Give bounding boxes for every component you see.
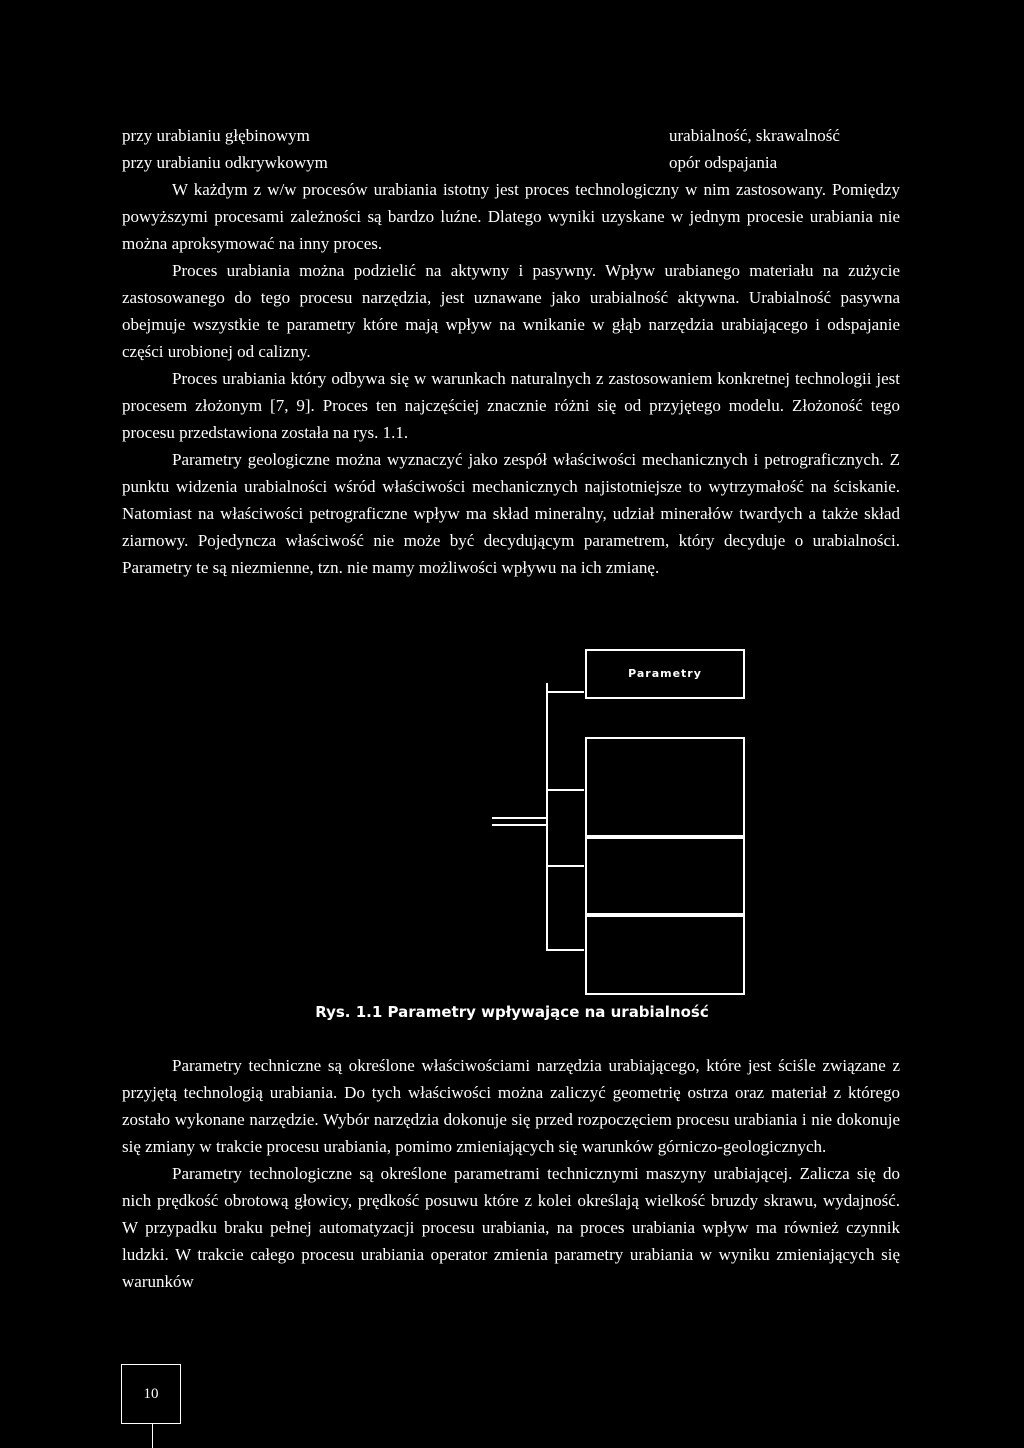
parameters-diagram <box>480 645 770 1005</box>
paragraph: Parametry geologiczne można wyznaczyć jako zespół właściwości mechanicznych i petrograficznych. Z punktu widzenia urabialności wśród właściwości mechanicznych najistotniejsze to wytrzymałość na ściskanie. Natomiast na właściwości petrograficzne wpływ ma skład mineralny, udział minerałów twardych a także skład ziarnowy. Pojedyncza właściwość nie może być decydującym parametrem, który decyduje o urabialności. Parametry te są niezmienne, tzn. nie mamy możliwości wpływu na ich zmianę. <box>122 450 900 577</box>
diagram-title-box <box>585 649 745 699</box>
figure-caption: Rys. 1.1 Parametry wpływające na urabialność <box>315 1003 709 1021</box>
diagram-connector <box>546 691 584 693</box>
definition-desc: opór odspajania <box>669 153 778 172</box>
body-text-bottom <box>122 1052 900 1295</box>
diagram-box <box>585 837 745 915</box>
body-text-top <box>122 176 900 581</box>
diagram-box <box>585 737 745 837</box>
diagram-connector <box>492 817 546 819</box>
diagram-box <box>585 915 745 995</box>
paragraph: W każdym z w/w procesów urabiania istotny jest proces technologiczny w nim zastosowany. Pomiędzy powyższymi procesami zależności są bardzo luźne. Dlatego wyniki uzyskane w jednym procesie urabiania nie można aproksymować na inny proces. <box>122 180 900 253</box>
diagram-connector <box>492 824 546 826</box>
paragraph: Parametry techniczne są określone właściwościami narzędzia urabiającego, które jest ściśle związane z przyjętą technologią urabiania. Do tych właściwości można zaliczyć geometrię ostrza oraz materiał z którego zostało wykonane narzędzie. Wybór narzędzia dokonuje się przed rozpoczęciem procesu urabiania i nie dokonuje się zmiany w trakcie procesu urabiania, pomimo zmieniających się warunków górniczo-geologicznych. <box>122 1056 900 1156</box>
page-number: 10 <box>143 1385 159 1402</box>
paragraph: Parametry technologiczne są określone parametrami technicznymi maszyny urabiającej. Zalicza się do nich prędkość obrotową głowicy, prędkość posuwu które z kolei określają wielkość bruzdy skrawu, wydajność. W przypadku braku pełnej automatyzacji procesu urabiania, na proces urabiania wpływ ma również czynnik ludzki. W trakcie całego procesu urabiania operator zmienia parametry urabiania w wyniku zmieniających się warunków <box>122 1164 900 1291</box>
diagram-connector <box>546 949 584 951</box>
diagram-connector <box>546 865 584 867</box>
page-number-box <box>121 1364 181 1424</box>
diagram-title-label: Parametry <box>628 667 702 680</box>
definition-term: przy urabianiu odkrywkowym <box>122 153 328 172</box>
diagram-connector <box>546 683 548 951</box>
page-number-tick <box>152 1424 153 1448</box>
paragraph: Proces urabiania można podzielić na aktywny i pasywny. Wpływ urabianego materiału na zużycie zastosowanego do tego procesu narzędzia, jest uznawane jako urabialność aktywna. Urabialność pasywna obejmuje wszystkie te parametry które mają wpływ na wnikanie w głąb narzędzia urabiającego i odspajanie części urobionej od calizny. <box>122 261 900 361</box>
definition-term: przy urabianiu głębinowym <box>122 126 310 145</box>
definition-desc: urabialność, skrawalność <box>669 126 840 145</box>
paragraph: Proces urabiania który odbywa się w warunkach naturalnych z zastosowaniem konkretnej technologii jest procesem złożonym [7, 9]. Proces ten najczęściej znacznie różni się od przyjętego modelu. Złożoność tego procesu przedstawiona została na rys. 1.1. <box>122 369 900 442</box>
diagram-connector <box>546 789 584 791</box>
